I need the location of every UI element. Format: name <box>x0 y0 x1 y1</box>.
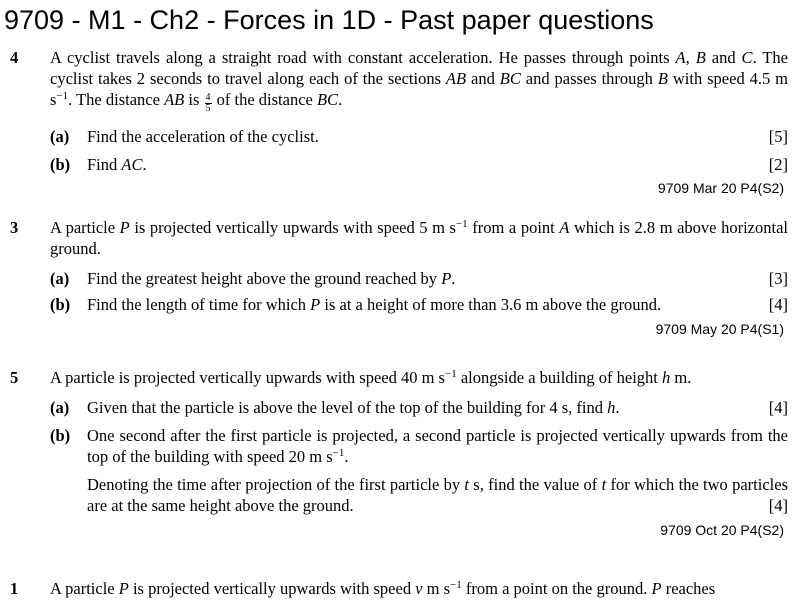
marks: [3] <box>768 269 788 288</box>
part-text: Find AC. <box>87 155 147 174</box>
marks: [4] <box>768 496 788 515</box>
part-text: Denoting the time after projection of the first particle by t s, find the value of t for which the two particles are at the same height above the ground. <box>87 475 788 515</box>
part-text: One second after the first particle is projected, a second particle is projected vertically upwards from the top of the building with speed 20 m $s^{-1}$. <box>87 426 788 466</box>
question-number: 4 <box>10 48 19 67</box>
source-reference: 9709 Mar 20 P4(S2) <box>657 180 784 196</box>
part-text: Find the acceleration of the cyclist. <box>87 127 319 146</box>
part-label: (b) <box>50 155 71 174</box>
part-label: (a) <box>50 127 70 146</box>
fraction: $\frac{4}{5}$ <box>205 92 211 114</box>
part-text: Given that the particle is above the level of the top of the building for 4 s, find h. <box>87 398 620 417</box>
question-number: 5 <box>10 368 19 387</box>
question-stem: A particle is projected vertically upwards with speed 40 m $s^{-1}$ alongside a building of height h m. <box>50 368 692 387</box>
part-label: (a) <box>50 398 70 417</box>
source-reference: 9709 May 20 P4(S1) <box>655 321 784 337</box>
question-stem: A particle P is projected vertically upwards with speed 5 m $s^{-1}$ from a point A which is 2.8 m above horizontal ground. <box>50 218 788 258</box>
question-stem: A particle P is projected vertically upwards with speed v m $s^{-1}$ from a point on the ground. P reaches <box>50 579 716 598</box>
part-text: Find the greatest height above the ground reached by P. <box>87 269 456 288</box>
source-reference: 9709 Oct 20 P4(S2) <box>660 522 784 538</box>
question-number: 3 <box>10 218 19 237</box>
marks: [4] <box>768 295 788 314</box>
part-label: (b) <box>50 295 71 314</box>
marks: [4] <box>768 398 788 417</box>
question-stem: A cyclist travels along a straight road with constant acceleration. He passes through points A, B and C. The cyclist takes 2 seconds to travel along each of the sections AB and BC and passes through B with speed 4.5 m $s^{-1}$. The distance AB is $\frac{4}{5}$ of the distance BC. <box>50 48 789 114</box>
marks: [5] <box>768 127 788 146</box>
marks: [2] <box>768 155 788 174</box>
part-label: (b) <box>50 426 71 445</box>
part-label: (a) <box>50 269 70 288</box>
page-title: 9709 - M1 - Ch2 - Forces in 1D - Past paper questions <box>4 5 654 35</box>
question-number: 1 <box>10 579 19 598</box>
part-text: Find the length of time for which P is at a height of more than 3.6 m above the ground. <box>87 295 662 314</box>
